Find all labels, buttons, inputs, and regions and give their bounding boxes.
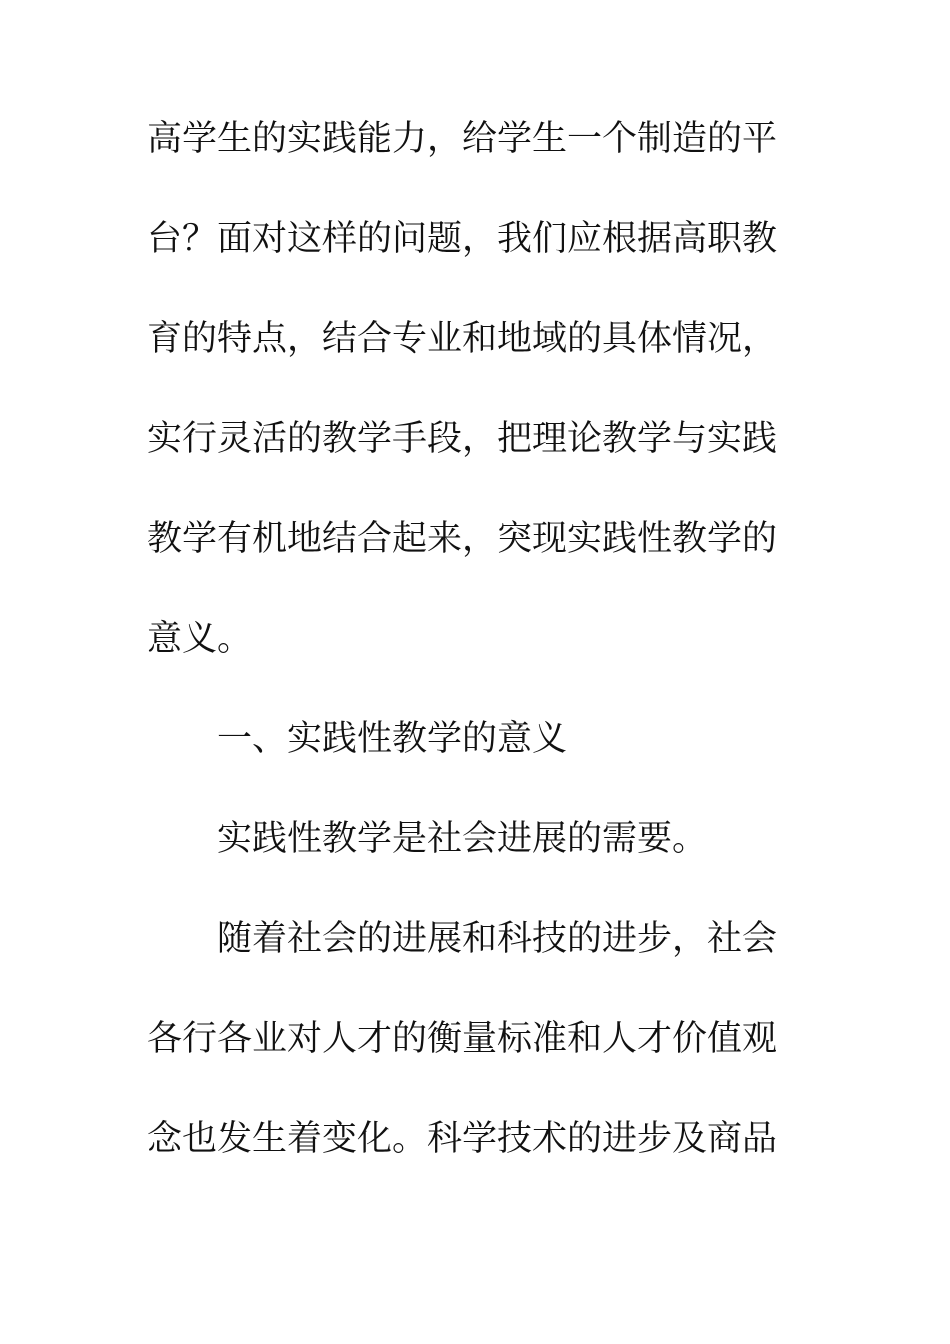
document-body: [147, 119, 787, 1159]
paragraph-line: 实行灵活的教学手段，把理论教学与实践: [147, 419, 778, 459]
paragraph-line: 高学生的实践能力，给学生一个制造的平: [147, 119, 778, 159]
paragraph-line: 念也发生着变化。科学技术的进步及商品: [147, 1119, 778, 1159]
paragraph-line: 各行各业对人才的衡量标准和人才价值观: [147, 1019, 778, 1059]
section-heading: 一、实践性教学的意义: [217, 719, 568, 759]
paragraph-line: 育的特点，结合专业和地域的具体情况，: [147, 319, 778, 359]
paragraph-line: 台？面对这样的问题，我们应根据高职教: [147, 219, 778, 259]
paragraph-line: 实践性教学是社会进展的需要。: [217, 819, 708, 859]
paragraph-line: 教学有机地结合起来，突现实践性教学的: [147, 519, 778, 559]
paragraph-line: 意义。: [147, 619, 253, 659]
paragraph-line: 随着社会的进展和科技的进步，社会: [217, 919, 778, 959]
